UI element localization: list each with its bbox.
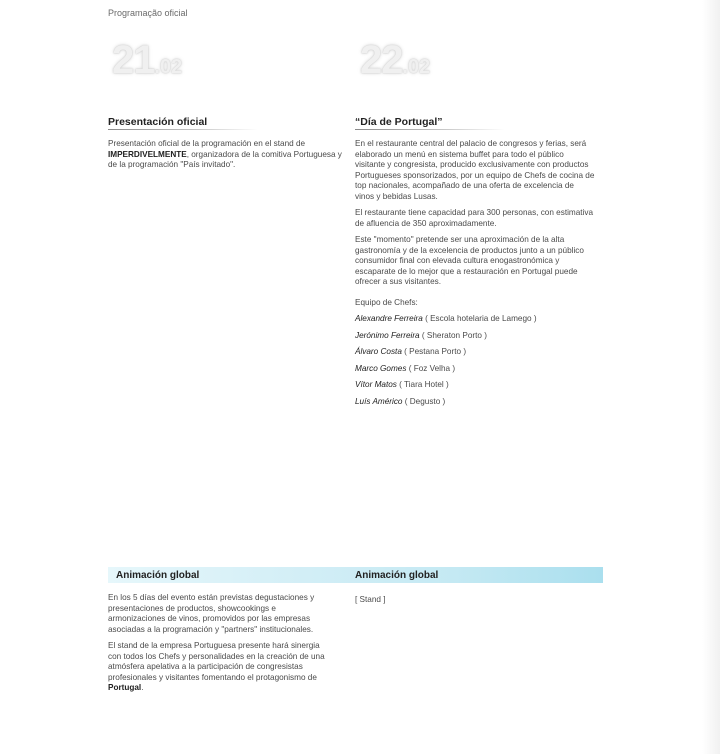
title-underline [355,129,505,130]
animacion-global-title-right: Animación global [355,570,439,581]
date-month: .02 [154,56,183,78]
animacion-global-title-left: Animación global [116,570,200,581]
animacion-paragraph-2: El stand de la empresa Portuguesa presente hará sinergia con todos los Chefs y personalidades en la creación de una atmósfera apelativa a la participación de congresistas profesionales y visitantes fomentando el protagonismo de Portugal. [108,641,325,692]
chef-item: Luís Américo ( Degusto ) [355,396,446,406]
title-underline [108,129,258,130]
chef-item: Marco Gomes ( Foz Velha ) [355,363,456,373]
chef-item: Jerónimo Ferreira ( Sheraton Porto ) [355,330,487,340]
animacion-paragraph-1: En los 5 días del evento están previstas degustaciones y presentaciones de productos, showcookings e armonizaciones de vinos, promovidos por las empresas asociadas a la programación y "partners" institucionales. [108,593,315,634]
presentacion-paragraph: Presentación oficial de la programación en el stand de IMPERDIVELMENTE, organizadora de la comitiva Portuguesa y de la programación "País invitado". [108,139,342,169]
day1-body [108,139,353,177]
date-day: 22 [360,38,403,82]
date-22-02 [360,38,430,83]
stand-label: [ Stand ] [355,595,386,604]
date-day: 21 [112,38,155,82]
imperdivelmente-bold: IMPERDIVELMENTE [108,149,187,159]
chefs-title: Equipo de Chefs: [355,297,418,307]
dia-paragraph-3: Este "momento" pretende ser una aproximación de la alta gastronomía y de la excelencia de productos junto a un público consumidor final con elevada cultura enogastronómica y escaparate de lo mejor que a restauración en Portugal puede ofrecer a sus visitantes. [355,235,584,286]
page-edge-shadow [702,0,720,754]
portugal-bold: Portugal [108,683,142,692]
animacion-left-body [108,593,333,700]
page-header-label: Programação oficial [108,8,188,18]
dia-de-portugal-title: “Día de Portugal” [355,116,443,128]
date-month: .02 [402,56,431,78]
date-21-02 [112,38,182,83]
chef-item: Álvaro Costa ( Pestana Porto ) [355,347,467,356]
presentacion-oficial-title: Presentación oficial [108,116,208,128]
animacion-right-body [355,595,600,612]
dia-paragraph-2: El restaurante tiene capacidad para 300 personas, con estimativa de afluencia de 350 aproximadamente. [355,208,594,228]
chef-item: Vítor Matos ( Tiara Hotel ) [355,380,449,389]
day2-body [355,139,595,413]
chef-item: Alexandre Ferreira ( Escola hotelaria de Lamego ) [355,314,537,323]
dia-paragraph-1: En el restaurante central del palacio de congresos y ferias, será elaborado un menú en sistema buffet para todo el público visitante y congresista, producido exclusivamente con productos Portugueses sponsorizados, por un equipo de Chefs de cocina de top nacionales, acompañado de una oferta de excelencia de vinos y bebidas Lusas. [355,139,595,201]
